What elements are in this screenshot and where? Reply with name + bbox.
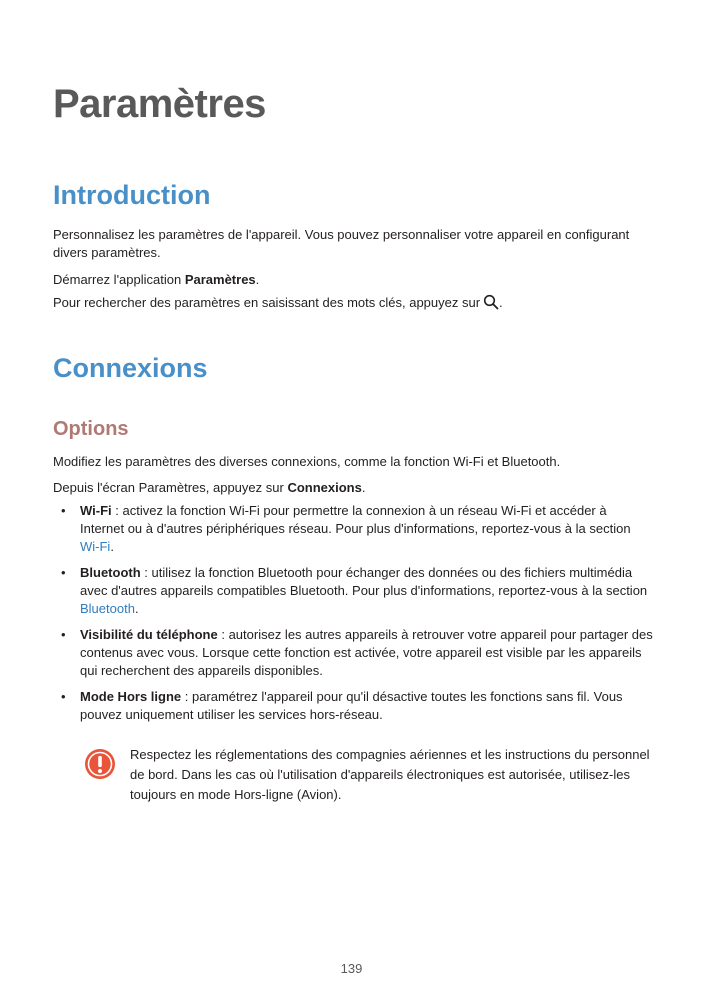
list-item-text: : activez la fonction Wi-Fi pour permettre la connexion à un réseau Wi-Fi et accéder à Internet ou à d'autres périphériques réseau. Pour plus d'informations, reportez-vous à la section [80, 503, 631, 536]
start-app-paragraph [53, 271, 653, 289]
list-item-text: : utilisez la fonction Bluetooth pour échanger des données ou des fichiers multimédia avec d'autres appareils compatibles Bluetooth. Pour plus d'informations, reportez-vous à la section [80, 565, 648, 598]
start-app-prefix: Démarrez l'application [53, 272, 185, 287]
search-paragraph [53, 294, 653, 312]
warning-text: Respectez les réglementations des compagnies aériennes et les instructions du personnel de bord. Dans les cas où l'utilisation d'appareils électroniques est autorisée, utilisez-les toujours en mode Hors-ligne (Avion). [130, 747, 650, 802]
list-item-term: Mode Hors ligne [80, 689, 182, 704]
list-item-term: Wi-Fi [80, 503, 112, 518]
search-paragraph-suffix: . [499, 295, 503, 310]
list-item [53, 688, 653, 724]
warning-icon [84, 748, 116, 780]
list-item-end: . [134, 601, 139, 616]
list-item [53, 564, 653, 618]
wifi-section-link[interactable]: Wi-Fi [80, 539, 111, 554]
search-paragraph-text: Pour rechercher des paramètres en saisissant des mots clés, appuyez sur [53, 295, 481, 310]
list-item [53, 626, 653, 680]
connexions-menu-name: Connexions [287, 480, 362, 495]
page-title: Paramètres [53, 82, 266, 126]
list-item-text: : paramétrez l'appareil pour qu'il désactive toutes les fonctions sans fil. Vous pouvez uniquement utiliser les services hors-réseau. [80, 689, 623, 722]
connexions-instruction [53, 479, 653, 497]
search-icon [483, 294, 499, 310]
introduction-paragraph: Personnalisez les paramètres de l'appareil. Vous pouvez personnaliser votre appareil en configurant divers paramètres. [53, 227, 630, 260]
list-item-end: . [110, 539, 114, 554]
bullet-dot: • [61, 689, 66, 704]
list-item [53, 502, 653, 556]
connexions-heading: Connexions [53, 353, 208, 383]
list-item-term: Visibilité du téléphone [80, 627, 218, 642]
options-paragraph: Modifiez les paramètres des diverses connexions, comme la fonction Wi-Fi et Bluetooth. [53, 454, 561, 469]
bluetooth-section-link[interactable]: Bluetooth [80, 601, 135, 616]
list-item-term: Bluetooth [80, 565, 141, 580]
page-number: 139 [340, 961, 363, 976]
start-app-suffix: . [255, 272, 260, 287]
settings-app-name: Paramètres [184, 272, 256, 287]
warning-note [80, 745, 655, 805]
connexions-instruction-prefix: Depuis l'écran Paramètres, appuyez sur [53, 480, 288, 495]
options-heading: Options [53, 418, 129, 440]
introduction-heading: Introduction [53, 180, 211, 210]
list-item-text: : autorisez les autres appareils à retrouver votre appareil pour partager des contenus avec vous. Lorsque cette fonction est activée, votre appareil est visible par les appareils qui recherchent des appareils disponibles. [80, 627, 653, 678]
options-list [53, 502, 653, 732]
bullet-dot: • [61, 503, 66, 518]
bullet-dot: • [61, 565, 66, 580]
connexions-instruction-suffix: . [361, 480, 366, 495]
bullet-dot: • [61, 627, 66, 642]
